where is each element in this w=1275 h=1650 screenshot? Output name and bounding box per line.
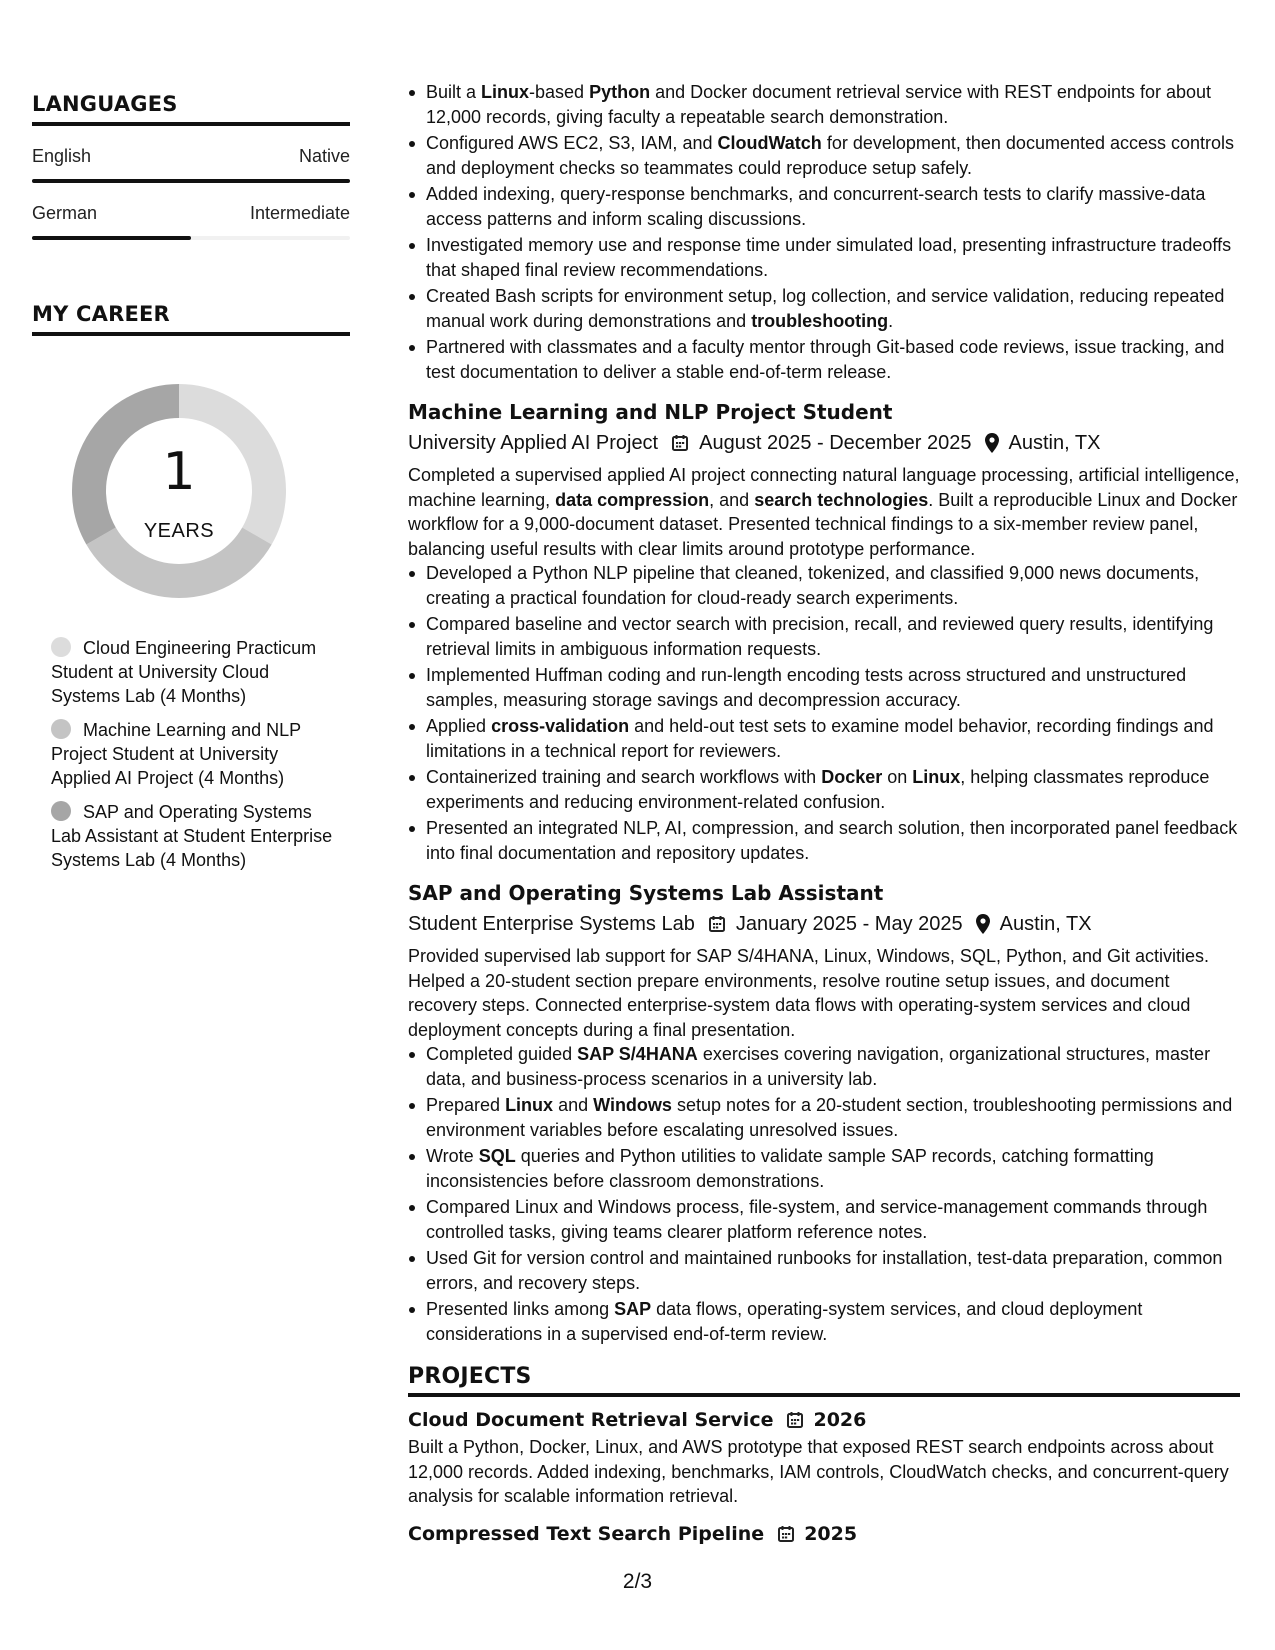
bold-keyword: Linux bbox=[481, 82, 530, 102]
language-level: Native bbox=[298, 146, 350, 166]
bold-keyword: troubleshooting bbox=[751, 310, 889, 331]
bullet-item: Presented links among SAP data flows, operating-system services, and cloud deployment considerations in a supervised end-of-term review. bbox=[426, 1297, 1240, 1346]
job-organization: University Applied AI Project bbox=[408, 432, 659, 454]
job-bullets bbox=[408, 1042, 1240, 1346]
languages-list bbox=[32, 146, 350, 240]
calendar-icon bbox=[670, 433, 690, 453]
job-bullets bbox=[408, 80, 1240, 384]
job-summary: Completed a supervised applied AI project connecting natural language processing, artificial intelligence, machine learning, data compression, and search technologies. Built a reproducible Linux and Docker workflow for a 9,000-document dataset. Presented technical findings to a six-member review panel, balancing useful results with clear limits around prototype performance. bbox=[408, 465, 1240, 559]
main-content bbox=[408, 80, 1240, 1547]
project-year: 2026 bbox=[813, 1409, 867, 1431]
bullet-item: Added indexing, query-response benchmarks, and concurrent-search tests to clarify massive-data access patterns and inform scaling discussions. bbox=[426, 182, 1240, 231]
career-heading: MY CAREER bbox=[32, 302, 350, 336]
project-description: Built a Python, Docker, Linux, and AWS prototype that exposed REST search endpoints across about 12,000 records. Added indexing, benchmarks, IAM controls, CloudWatch checks, and concurrent-query analysis for scalable information retrieval. bbox=[408, 1437, 1229, 1506]
location-pin-icon bbox=[975, 913, 991, 935]
job-entry bbox=[408, 879, 1240, 1346]
bold-keyword: SAP S/4HANA bbox=[577, 1044, 698, 1064]
bold-keyword: cross-validation bbox=[491, 716, 630, 736]
bold-keyword: CloudWatch bbox=[717, 133, 822, 153]
job-title: Machine Learning and NLP Project Student bbox=[408, 400, 893, 424]
career-legend-label: SAP and Operating Systems Lab Assistant at Student Enterprise Systems Lab (4 Months) bbox=[51, 802, 333, 870]
job-summary: Provided supervised lab support for SAP S/4HANA, Linux, Windows, SQL, Python, and Git activities. Helped a 20-student section prepare environments, resolve routine setup issues, and document recovery steps. Connected enterprise-system data flows with operating-system services and cloud deployment concepts during a final presentation. bbox=[408, 946, 1210, 1040]
language-item bbox=[32, 203, 350, 240]
career-total-unit: YEARS bbox=[143, 520, 215, 542]
bullet-item: Created Bash scripts for environment setup, log collection, and service validation, reducing repeated manual work during demonstrations and troubleshooting. bbox=[426, 284, 1240, 333]
job-location: Austin, TX bbox=[1008, 432, 1101, 454]
project-entry bbox=[408, 1521, 1240, 1547]
project-year: 2025 bbox=[804, 1522, 858, 1545]
bold-keyword: Linux bbox=[505, 1095, 554, 1115]
bullet-item: Compared baseline and vector search with precision, recall, and reviewed query results, identifying retrieval limits in ambiguous information requests. bbox=[426, 612, 1240, 661]
legend-dot-icon bbox=[51, 801, 71, 821]
job-meta bbox=[408, 429, 1240, 457]
job-location: Austin, TX bbox=[999, 913, 1092, 935]
bold-keyword: Python bbox=[589, 82, 651, 102]
project-title: Cloud Document Retrieval Service bbox=[408, 1409, 774, 1431]
calendar-icon bbox=[707, 914, 727, 934]
language-proficiency-bar bbox=[32, 236, 350, 240]
calendar-icon bbox=[776, 1524, 796, 1544]
bold-keyword: SAP bbox=[614, 1299, 652, 1319]
career-legend-item bbox=[51, 718, 341, 790]
career-donut-chart bbox=[66, 378, 292, 604]
project-title: Compressed Text Search Pipeline bbox=[408, 1522, 765, 1545]
bullet-item: Compared Linux and Windows process, file-system, and service-management commands through controlled tasks, giving teams clearer platform reference notes. bbox=[426, 1195, 1240, 1244]
language-proficiency-fill bbox=[32, 236, 191, 240]
career-legend-item bbox=[51, 800, 341, 872]
job-bullets bbox=[408, 561, 1240, 865]
bold-keyword: Windows bbox=[593, 1095, 672, 1115]
job-meta bbox=[408, 910, 1240, 938]
language-proficiency-bar bbox=[32, 179, 350, 183]
legend-dot-icon bbox=[51, 637, 71, 657]
bullet-item: Developed a Python NLP pipeline that cleaned, tokenized, and classified 9,000 news documents, creating a practical foundation for cloud-ready search experiments. bbox=[426, 561, 1240, 610]
projects-heading: PROJECTS bbox=[408, 1364, 1240, 1397]
language-item bbox=[32, 146, 350, 183]
career-legend-item bbox=[51, 636, 341, 708]
location-pin-icon bbox=[984, 432, 1000, 454]
language-proficiency-fill bbox=[32, 179, 350, 183]
bullet-item: Partnered with classmates and a faculty mentor through Git-based code reviews, issue tracking, and test documentation to deliver a stable end-of-term release. bbox=[426, 335, 1240, 384]
bold-keyword: Linux bbox=[912, 767, 961, 787]
bullet-item: Wrote SQL queries and Python utilities to validate sample SAP records, catching formatting inconsistencies before classroom demonstrations. bbox=[426, 1144, 1240, 1193]
career-total-number: 1 bbox=[162, 442, 196, 502]
career-legend bbox=[51, 636, 341, 872]
bullet-item: Prepared Linux and Windows setup notes for a 20-student section, troubleshooting permissions and environment variables before escalating unresolved issues. bbox=[426, 1093, 1240, 1142]
bold-keyword: search technologies bbox=[754, 489, 929, 510]
job-entry bbox=[408, 398, 1240, 865]
bullet-item: Containerized training and search workflows with Docker on Linux, helping classmates reproduce experiments and reducing environment-related confusion. bbox=[426, 765, 1240, 814]
job-dates: January 2025 - May 2025 bbox=[735, 913, 963, 935]
bullet-item: Investigated memory use and response time under simulated load, presenting infrastructure tradeoffs that shaped final review recommendations. bbox=[426, 233, 1240, 282]
sidebar bbox=[32, 92, 350, 882]
job-dates: August 2025 - December 2025 bbox=[699, 432, 972, 454]
job-organization: Student Enterprise Systems Lab bbox=[408, 913, 695, 935]
bullet-item: Completed guided SAP S/4HANA exercises covering navigation, organizational structures, master data, and business-process scenarios in a university lab. bbox=[426, 1042, 1240, 1091]
bold-keyword: data compression bbox=[555, 489, 710, 510]
bullet-item: Presented an integrated NLP, AI, compression, and search solution, then incorporated panel feedback into final documentation and repository updates. bbox=[426, 816, 1240, 865]
bold-keyword: Docker bbox=[821, 767, 883, 787]
bullet-item: Applied cross-validation and held-out test sets to examine model behavior, recording findings and limitations in a technical report for reviewers. bbox=[426, 714, 1240, 763]
job-title: SAP and Operating Systems Lab Assistant bbox=[408, 881, 884, 905]
languages-heading: LANGUAGES bbox=[32, 92, 350, 126]
project-entry bbox=[408, 1407, 1240, 1509]
bullet-item: Used Git for version control and maintained runbooks for installation, test-data preparation, common errors, and recovery steps. bbox=[426, 1246, 1240, 1295]
language-name: English bbox=[32, 146, 92, 166]
legend-dot-icon bbox=[51, 719, 71, 739]
language-name: German bbox=[32, 203, 98, 223]
bullet-item: Built a Linux-based Python and Docker document retrieval service with REST endpoints for about 12,000 records, giving faculty a repeatable search demonstration. bbox=[426, 80, 1240, 129]
bullet-item: Configured AWS EC2, S3, IAM, and CloudWatch for development, then documented access controls and deployment checks so teammates could reproduce setup safely. bbox=[426, 131, 1240, 180]
bold-keyword: SQL bbox=[478, 1146, 516, 1166]
page-number: 2/3 bbox=[622, 1570, 653, 1593]
career-legend-label: Cloud Engineering Practicum Student at University Cloud Systems Lab (4 Months) bbox=[51, 638, 317, 706]
calendar-icon bbox=[785, 1410, 805, 1430]
career-legend-label: Machine Learning and NLP Project Student at University Applied AI Project (4 Months) bbox=[51, 720, 301, 788]
bullet-item: Implemented Huffman coding and run-length encoding tests across structured and unstructured samples, measuring storage savings and decompression accuracy. bbox=[426, 663, 1240, 712]
language-level: Intermediate bbox=[249, 203, 350, 223]
